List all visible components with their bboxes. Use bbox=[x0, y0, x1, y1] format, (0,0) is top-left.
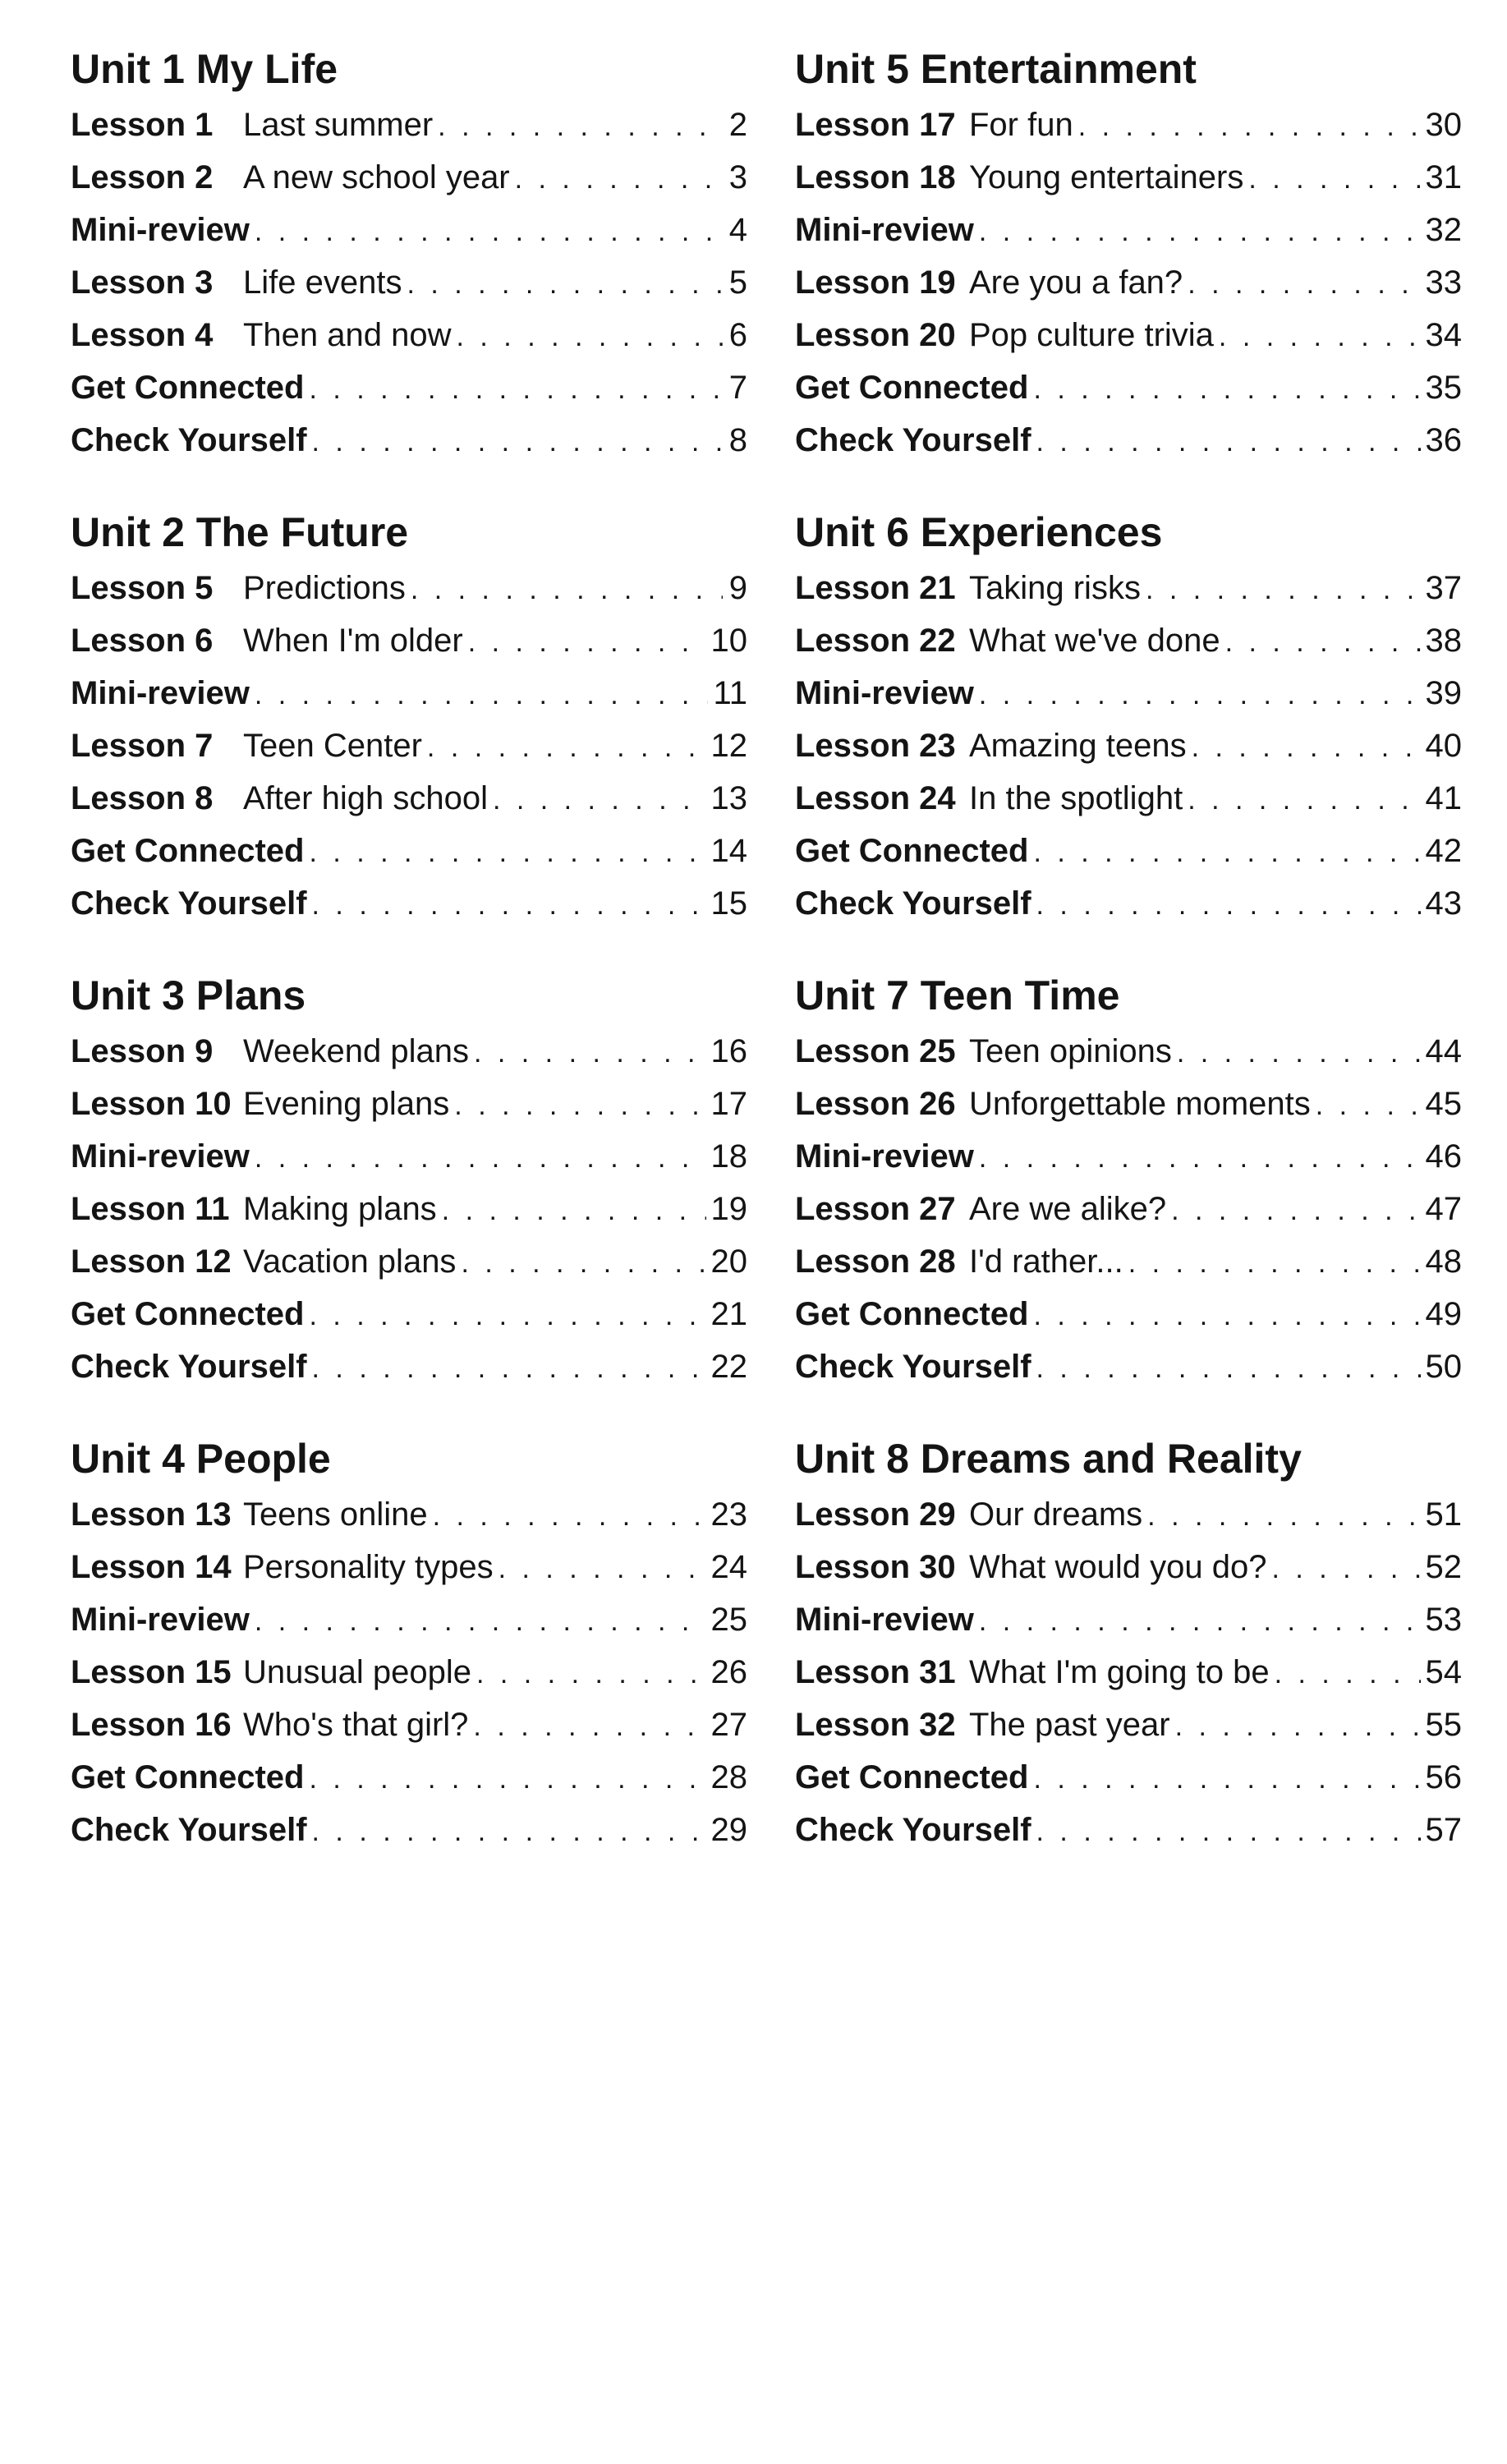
dot-leader bbox=[255, 205, 723, 258]
section-title: Check Yourself bbox=[71, 885, 307, 922]
page-number: 47 bbox=[1425, 1191, 1462, 1227]
dot-leader bbox=[1033, 363, 1420, 416]
dot-leader bbox=[312, 1342, 706, 1395]
toc-entry[interactable] bbox=[71, 204, 747, 256]
page-number: 35 bbox=[1425, 370, 1462, 406]
dot-leader bbox=[461, 1237, 705, 1289]
page-number: 57 bbox=[1425, 1812, 1462, 1848]
lesson-title: What we've done bbox=[969, 623, 1220, 659]
section-title: Get Connected bbox=[71, 1759, 305, 1795]
section-title: Mini-review bbox=[795, 212, 974, 248]
dot-leader bbox=[1128, 1237, 1421, 1289]
lesson-title: What would you do? bbox=[969, 1549, 1267, 1585]
toc-entry[interactable] bbox=[795, 151, 1462, 204]
section-title: Get Connected bbox=[71, 1296, 305, 1332]
lesson-title: After high school bbox=[243, 780, 488, 816]
toc-entry[interactable] bbox=[71, 667, 747, 719]
lesson-number: Lesson 6 bbox=[71, 623, 214, 659]
lesson-number: Lesson 23 bbox=[795, 728, 956, 764]
page-number: 56 bbox=[1425, 1759, 1462, 1795]
page-number: 24 bbox=[710, 1549, 747, 1585]
lesson-title: Young entertainers bbox=[969, 159, 1244, 195]
dot-leader bbox=[474, 1027, 706, 1079]
dot-leader bbox=[1188, 774, 1420, 826]
dot-leader bbox=[454, 1079, 705, 1132]
lesson-number: Lesson 8 bbox=[71, 780, 214, 816]
page-number: 39 bbox=[1425, 675, 1462, 711]
page-number: 13 bbox=[710, 780, 747, 816]
dot-leader bbox=[312, 416, 723, 468]
lesson-number: Lesson 9 bbox=[71, 1033, 214, 1069]
unit-section bbox=[795, 506, 1462, 930]
section-title: Mini-review bbox=[71, 212, 250, 248]
toc-entry[interactable] bbox=[71, 719, 747, 772]
toc-entry[interactable] bbox=[795, 361, 1462, 414]
dot-leader bbox=[1036, 879, 1421, 931]
toc-entry[interactable] bbox=[71, 1025, 747, 1078]
dot-leader bbox=[312, 1805, 706, 1858]
unit-title: Unit 5 Entertainment bbox=[795, 46, 1197, 92]
unit-section bbox=[71, 43, 747, 467]
dot-leader bbox=[1036, 1342, 1421, 1395]
dot-leader bbox=[309, 1753, 705, 1805]
page-number: 7 bbox=[728, 370, 747, 406]
lesson-number: Lesson 14 bbox=[71, 1549, 232, 1585]
lesson-title: Vacation plans bbox=[243, 1243, 457, 1280]
page-number: 16 bbox=[710, 1033, 747, 1069]
lesson-number: Lesson 3 bbox=[71, 264, 214, 301]
section-title: Mini-review bbox=[71, 1138, 250, 1175]
lesson-number: Lesson 13 bbox=[71, 1496, 232, 1533]
lesson-number: Lesson 11 bbox=[71, 1191, 230, 1227]
lesson-title: Teen Center bbox=[243, 728, 422, 764]
unit-section bbox=[71, 969, 747, 1393]
lesson-title: Evening plans bbox=[243, 1086, 450, 1122]
section-title: Check Yourself bbox=[71, 1349, 307, 1385]
dot-leader bbox=[1225, 616, 1421, 669]
lesson-title: Pop culture trivia bbox=[969, 317, 1214, 353]
lesson-title: Teens online bbox=[243, 1496, 428, 1533]
page-number: 22 bbox=[710, 1349, 747, 1385]
dot-leader bbox=[1033, 1753, 1420, 1805]
dot-leader bbox=[309, 826, 705, 879]
toc-entry[interactable] bbox=[795, 1340, 1462, 1393]
toc-entry[interactable] bbox=[795, 877, 1462, 930]
lesson-title: Life events bbox=[243, 264, 402, 301]
page-number: 48 bbox=[1425, 1243, 1462, 1280]
toc-entry[interactable] bbox=[71, 772, 747, 825]
dot-leader bbox=[1271, 1542, 1420, 1595]
toc-entry[interactable] bbox=[71, 1751, 747, 1804]
toc-entry[interactable] bbox=[795, 1288, 1462, 1340]
unit-title: Unit 6 Experiences bbox=[795, 509, 1163, 555]
lesson-title: In the spotlight bbox=[969, 780, 1183, 816]
toc-entry[interactable] bbox=[795, 204, 1462, 256]
page-number: 21 bbox=[710, 1296, 747, 1332]
lesson-title: Unforgettable moments bbox=[969, 1086, 1311, 1122]
toc-entry[interactable] bbox=[795, 1183, 1462, 1235]
left-column bbox=[71, 43, 747, 1896]
toc-entry[interactable] bbox=[795, 1078, 1462, 1130]
toc-entry[interactable] bbox=[71, 562, 747, 614]
page-number: 23 bbox=[710, 1496, 747, 1533]
dot-leader bbox=[1033, 1289, 1420, 1342]
section-title: Mini-review bbox=[71, 1602, 250, 1638]
lesson-title: When I'm older bbox=[243, 623, 463, 659]
page-number: 31 bbox=[1425, 159, 1462, 195]
section-title: Get Connected bbox=[71, 833, 305, 869]
dot-leader bbox=[1175, 1700, 1421, 1753]
lesson-number: Lesson 24 bbox=[795, 780, 956, 816]
dot-leader bbox=[1219, 310, 1421, 363]
toc-entry[interactable] bbox=[795, 1646, 1462, 1699]
section-title: Mini-review bbox=[795, 675, 974, 711]
lesson-title: Taking risks bbox=[969, 570, 1141, 606]
lesson-title: Personality types bbox=[243, 1549, 494, 1585]
toc-entry[interactable] bbox=[71, 99, 747, 151]
page-number: 50 bbox=[1425, 1349, 1462, 1385]
page-number: 42 bbox=[1425, 833, 1462, 869]
lesson-title: Teen opinions bbox=[969, 1033, 1172, 1069]
dot-leader bbox=[1036, 1805, 1421, 1858]
toc-entry[interactable] bbox=[795, 614, 1462, 667]
lesson-number: Lesson 16 bbox=[71, 1707, 232, 1743]
lesson-number: Lesson 2 bbox=[71, 159, 214, 195]
section-title: Check Yourself bbox=[71, 1812, 307, 1848]
unit-section bbox=[795, 43, 1462, 467]
dot-leader bbox=[473, 1700, 705, 1753]
page-number: 32 bbox=[1425, 212, 1462, 248]
page-number: 9 bbox=[728, 570, 747, 606]
section-title: Check Yourself bbox=[71, 422, 307, 458]
lesson-title: Making plans bbox=[243, 1191, 437, 1227]
unit-title: Unit 7 Teen Time bbox=[795, 972, 1120, 1018]
dot-leader bbox=[1036, 416, 1421, 468]
page-number: 36 bbox=[1425, 422, 1462, 458]
page-number: 33 bbox=[1425, 264, 1462, 301]
lesson-title: Who's that girl? bbox=[243, 1707, 469, 1743]
toc-entry[interactable] bbox=[71, 1593, 747, 1646]
section-title: Get Connected bbox=[795, 1759, 1029, 1795]
toc-entry[interactable] bbox=[795, 414, 1462, 467]
page-number: 53 bbox=[1425, 1602, 1462, 1638]
section-title: Mini-review bbox=[795, 1138, 974, 1175]
lesson-number: Lesson 10 bbox=[71, 1086, 232, 1122]
unit-title: Unit 2 The Future bbox=[71, 509, 409, 555]
lesson-title: For fun bbox=[969, 107, 1073, 143]
page-number: 51 bbox=[1425, 1496, 1462, 1533]
dot-leader bbox=[1033, 826, 1420, 879]
toc-entry[interactable] bbox=[71, 1699, 747, 1751]
dot-leader bbox=[1192, 721, 1421, 774]
page-number: 38 bbox=[1425, 623, 1462, 659]
lesson-title: A new school year bbox=[243, 159, 510, 195]
dot-leader bbox=[309, 363, 723, 416]
dot-leader bbox=[309, 1289, 705, 1342]
dot-leader bbox=[979, 205, 1421, 258]
toc-entry[interactable] bbox=[71, 1288, 747, 1340]
dot-leader bbox=[1316, 1079, 1421, 1132]
lesson-number: Lesson 18 bbox=[795, 159, 956, 195]
page-number: 55 bbox=[1425, 1707, 1462, 1743]
lesson-number: Lesson 19 bbox=[795, 264, 956, 301]
unit-section bbox=[71, 1432, 747, 1856]
page-number: 40 bbox=[1425, 728, 1462, 764]
page-number: 54 bbox=[1425, 1654, 1462, 1690]
section-title: Check Yourself bbox=[795, 422, 1031, 458]
dot-leader bbox=[255, 1132, 706, 1184]
toc-entry[interactable] bbox=[71, 256, 747, 309]
toc-entry[interactable] bbox=[71, 825, 747, 877]
page-number: 37 bbox=[1425, 570, 1462, 606]
dot-leader bbox=[442, 1184, 706, 1237]
lesson-title: Last summer bbox=[243, 107, 434, 143]
page-number: 14 bbox=[710, 833, 747, 869]
unit-title: Unit 4 People bbox=[71, 1436, 331, 1482]
toc-entry[interactable] bbox=[795, 1025, 1462, 1078]
page-number: 17 bbox=[710, 1086, 747, 1122]
lesson-number: Lesson 26 bbox=[795, 1086, 956, 1122]
dot-leader bbox=[1188, 258, 1420, 310]
dot-leader bbox=[255, 1595, 706, 1648]
toc-entry[interactable] bbox=[795, 1593, 1462, 1646]
unit-section bbox=[71, 506, 747, 930]
toc-entry[interactable] bbox=[71, 1078, 747, 1130]
page-number: 26 bbox=[710, 1654, 747, 1690]
dot-leader bbox=[979, 1132, 1421, 1184]
section-title: Mini-review bbox=[795, 1602, 974, 1638]
toc-entry[interactable] bbox=[71, 614, 747, 667]
toc-entry[interactable] bbox=[795, 256, 1462, 309]
unit-title: Unit 8 Dreams and Reality bbox=[795, 1436, 1302, 1482]
dot-leader bbox=[1275, 1648, 1421, 1700]
page-number: 2 bbox=[728, 107, 747, 143]
toc-entry[interactable] bbox=[795, 309, 1462, 361]
unit-title: Unit 3 Plans bbox=[71, 972, 306, 1018]
lesson-number: Lesson 30 bbox=[795, 1549, 956, 1585]
toc-entry[interactable] bbox=[71, 151, 747, 204]
page-number: 25 bbox=[710, 1602, 747, 1638]
toc-entry[interactable] bbox=[71, 1183, 747, 1235]
dot-leader bbox=[1146, 563, 1421, 616]
dot-leader bbox=[476, 1648, 706, 1700]
section-title: Check Yourself bbox=[795, 885, 1031, 922]
page-number: 28 bbox=[710, 1759, 747, 1795]
section-title: Get Connected bbox=[71, 370, 305, 406]
lesson-number: Lesson 21 bbox=[795, 570, 956, 606]
toc-entry[interactable] bbox=[795, 1541, 1462, 1593]
unit-section bbox=[795, 1432, 1462, 1856]
dot-leader bbox=[515, 153, 723, 205]
dot-leader bbox=[1147, 1490, 1420, 1542]
lesson-number: Lesson 7 bbox=[71, 728, 214, 764]
lesson-title: The past year bbox=[969, 1707, 1170, 1743]
toc-entry[interactable] bbox=[71, 414, 747, 467]
page-number: 49 bbox=[1425, 1296, 1462, 1332]
page-number: 41 bbox=[1425, 780, 1462, 816]
unit-section bbox=[795, 969, 1462, 1393]
toc-entry[interactable] bbox=[795, 719, 1462, 772]
lesson-title: Are you a fan? bbox=[969, 264, 1183, 301]
page-number: 19 bbox=[710, 1191, 747, 1227]
dot-leader bbox=[979, 1595, 1421, 1648]
lesson-number: Lesson 15 bbox=[71, 1654, 232, 1690]
dot-leader bbox=[468, 616, 706, 669]
toc-entry[interactable] bbox=[795, 1751, 1462, 1804]
lesson-number: Lesson 5 bbox=[71, 570, 214, 606]
toc-entry[interactable] bbox=[795, 1130, 1462, 1183]
lesson-number: Lesson 25 bbox=[795, 1033, 956, 1069]
toc-entry[interactable] bbox=[71, 1340, 747, 1393]
dot-leader bbox=[499, 1542, 706, 1595]
lesson-title: Then and now bbox=[243, 317, 452, 353]
right-column bbox=[795, 43, 1462, 1896]
toc-entry[interactable] bbox=[795, 1804, 1462, 1856]
dot-leader bbox=[407, 258, 723, 310]
lesson-number: Lesson 28 bbox=[795, 1243, 956, 1280]
lesson-number: Lesson 20 bbox=[795, 317, 956, 353]
toc-entry[interactable] bbox=[795, 667, 1462, 719]
toc-entry[interactable] bbox=[71, 1804, 747, 1856]
lesson-number: Lesson 1 bbox=[71, 107, 214, 143]
page-number: 46 bbox=[1425, 1138, 1462, 1175]
page-number: 20 bbox=[710, 1243, 747, 1280]
dot-leader bbox=[255, 669, 709, 721]
page-number: 30 bbox=[1425, 107, 1462, 143]
lesson-title: Predictions bbox=[243, 570, 406, 606]
page-number: 27 bbox=[710, 1707, 747, 1743]
dot-leader bbox=[1078, 100, 1421, 153]
toc-entry[interactable] bbox=[71, 361, 747, 414]
lesson-title: Weekend plans bbox=[243, 1033, 469, 1069]
page-number: 44 bbox=[1425, 1033, 1462, 1069]
page-number: 10 bbox=[710, 623, 747, 659]
lesson-number: Lesson 22 bbox=[795, 623, 956, 659]
lesson-number: Lesson 17 bbox=[795, 107, 956, 143]
section-title: Get Connected bbox=[795, 833, 1029, 869]
dot-leader bbox=[493, 774, 706, 826]
section-title: Get Connected bbox=[795, 370, 1029, 406]
dot-leader bbox=[312, 879, 706, 931]
section-title: Check Yourself bbox=[795, 1812, 1031, 1848]
page-number: 5 bbox=[728, 264, 747, 301]
toc-entry[interactable] bbox=[795, 1235, 1462, 1288]
dot-leader bbox=[457, 310, 723, 363]
page-number: 34 bbox=[1425, 317, 1462, 353]
page-number: 45 bbox=[1425, 1086, 1462, 1122]
page-number: 43 bbox=[1425, 885, 1462, 922]
toc-entry[interactable] bbox=[71, 1541, 747, 1593]
lesson-title: What I'm going to be bbox=[969, 1654, 1270, 1690]
dot-leader bbox=[433, 1490, 706, 1542]
toc-entry[interactable] bbox=[795, 1699, 1462, 1751]
section-title: Get Connected bbox=[795, 1296, 1029, 1332]
page-number: 15 bbox=[710, 885, 747, 922]
dot-leader bbox=[1248, 153, 1420, 205]
toc-entry[interactable] bbox=[795, 1488, 1462, 1541]
page-number: 4 bbox=[728, 212, 747, 248]
toc-entry[interactable] bbox=[71, 1130, 747, 1183]
dot-leader bbox=[1177, 1027, 1421, 1079]
page-number: 12 bbox=[710, 728, 747, 764]
page-number: 18 bbox=[710, 1138, 747, 1175]
dot-leader bbox=[411, 563, 723, 616]
lesson-title: I'd rather... bbox=[969, 1243, 1123, 1280]
section-title: Check Yourself bbox=[795, 1349, 1031, 1385]
toc-entry[interactable] bbox=[71, 1488, 747, 1541]
toc-entry[interactable] bbox=[71, 309, 747, 361]
dot-leader bbox=[979, 669, 1421, 721]
toc-entry[interactable] bbox=[71, 877, 747, 930]
dot-leader bbox=[1171, 1184, 1420, 1237]
lesson-number: Lesson 29 bbox=[795, 1496, 956, 1533]
toc-entry[interactable] bbox=[795, 99, 1462, 151]
page-number: 6 bbox=[728, 317, 747, 353]
lesson-number: Lesson 4 bbox=[71, 317, 214, 353]
dot-leader bbox=[427, 721, 706, 774]
toc-entry[interactable] bbox=[795, 825, 1462, 877]
lesson-number: Lesson 12 bbox=[71, 1243, 232, 1280]
page-number: 11 bbox=[713, 675, 747, 711]
section-title: Mini-review bbox=[71, 675, 250, 711]
page-number: 29 bbox=[710, 1812, 747, 1848]
lesson-title: Amazing teens bbox=[969, 728, 1187, 764]
lesson-number: Lesson 27 bbox=[795, 1191, 956, 1227]
page-number: 3 bbox=[728, 159, 747, 195]
toc-entry[interactable] bbox=[71, 1235, 747, 1288]
page-number: 8 bbox=[728, 422, 747, 458]
lesson-number: Lesson 31 bbox=[795, 1654, 956, 1690]
lesson-title: Our dreams bbox=[969, 1496, 1143, 1533]
lesson-title: Unusual people bbox=[243, 1654, 471, 1690]
toc-entry[interactable] bbox=[795, 772, 1462, 825]
dot-leader bbox=[438, 100, 723, 153]
lesson-title: Are we alike? bbox=[969, 1191, 1167, 1227]
lesson-number: Lesson 32 bbox=[795, 1707, 956, 1743]
toc-entry[interactable] bbox=[71, 1646, 747, 1699]
unit-title: Unit 1 My Life bbox=[71, 46, 338, 92]
page-number: 52 bbox=[1425, 1549, 1462, 1585]
toc-entry[interactable] bbox=[795, 562, 1462, 614]
